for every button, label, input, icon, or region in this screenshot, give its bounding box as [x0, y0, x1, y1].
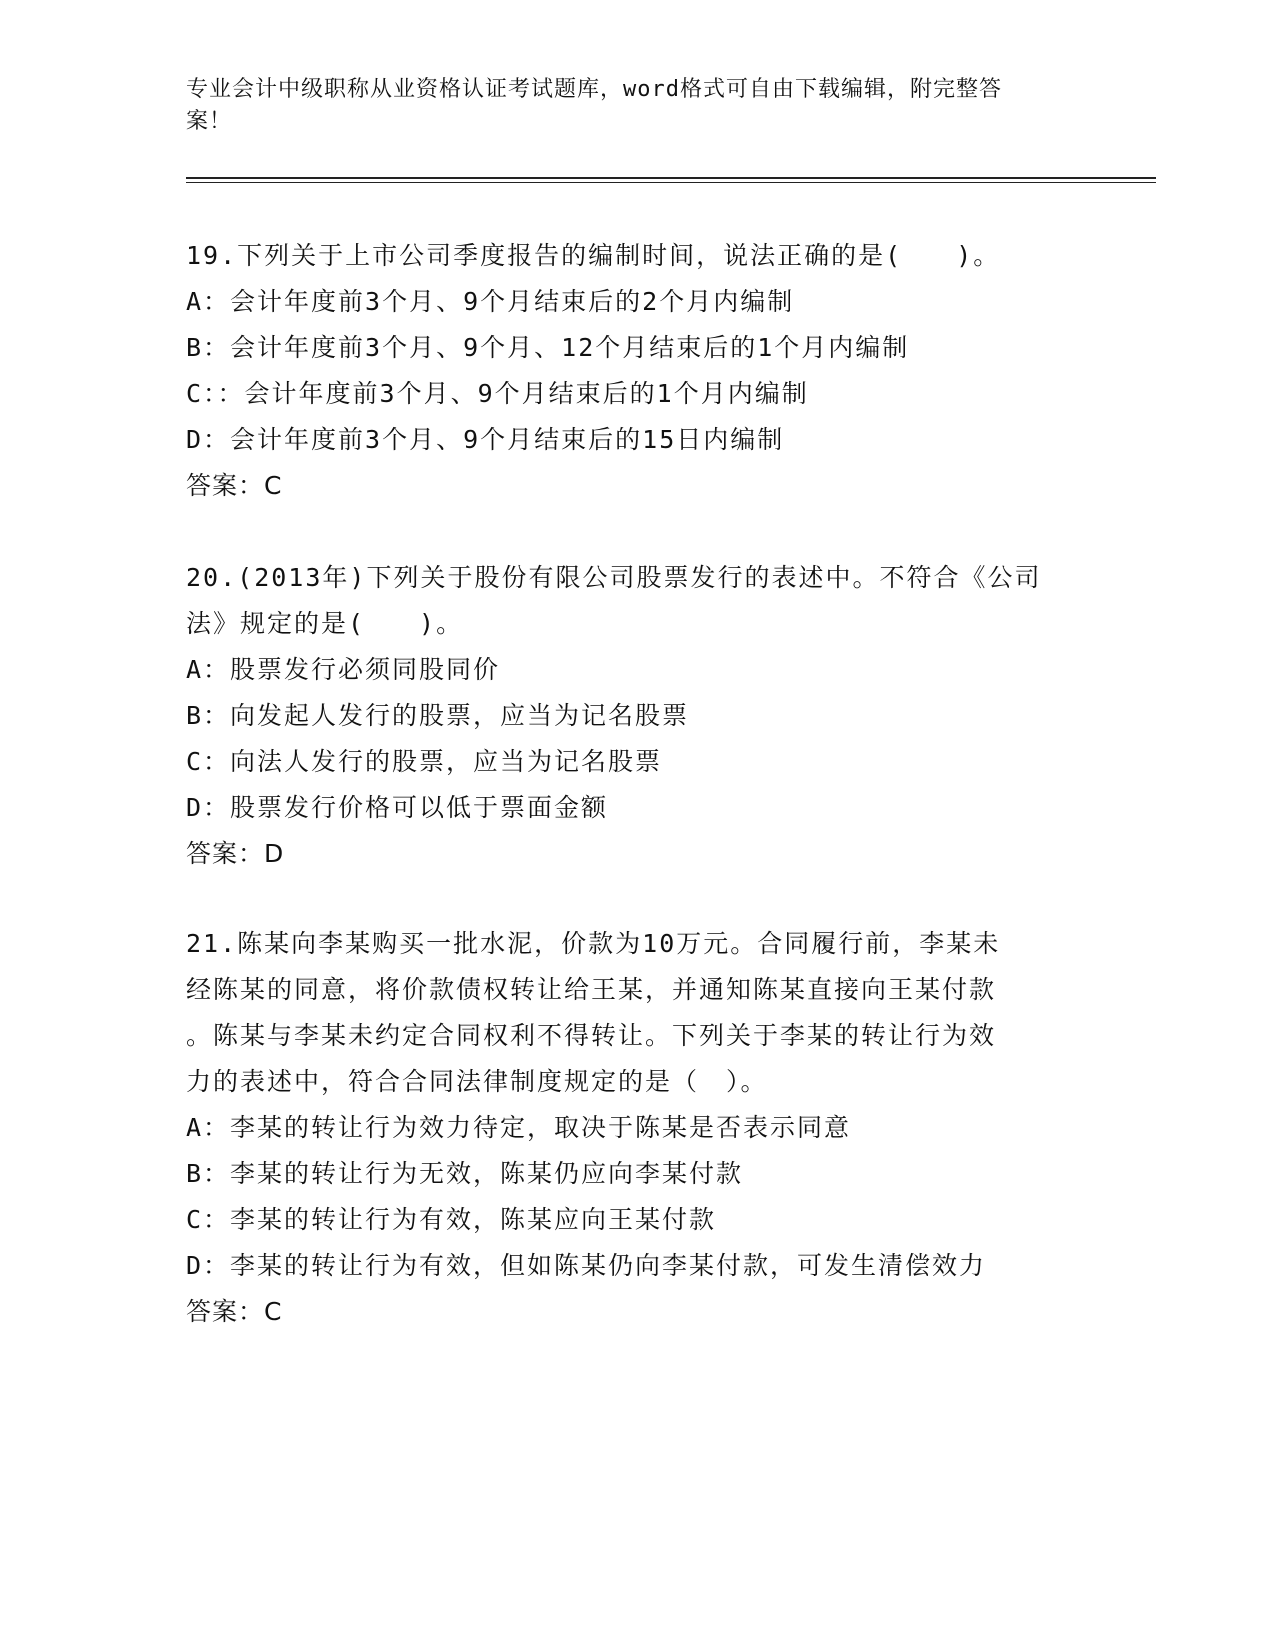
option-b: B：会计年度前3个月、9个月、12个月结束后的1个月内编制 [186, 333, 910, 362]
header-intro-line-2: 案！ [186, 109, 233, 134]
question-stem: 21.陈某向李某购买一批水泥，价款为10万元。合同履行前，李某未 [186, 929, 1001, 958]
answer-line: 答案：C [186, 471, 283, 500]
option-c: C：李某的转让行为有效，陈某应向王某付款 [186, 1205, 717, 1234]
option-b: B：向发起人发行的股票，应当为记名股票 [186, 701, 690, 730]
answer-line: 答案：D [186, 839, 285, 868]
option-c: C：：会计年度前3个月、9个月结束后的1个月内编制 [186, 379, 809, 408]
option-a: A：股票发行必须同股同价 [186, 655, 501, 684]
question-stem: 20.(2013年)下列关于股份有限公司股票发行的表述中。不符合《公司 [186, 563, 1042, 592]
question-stem: 。陈某与李某未约定合同权利不得转让。下列关于李某的转让行为效 [186, 1021, 997, 1050]
question-19 [186, 233, 1086, 509]
option-d: D：会计年度前3个月、9个月结束后的15日内编制 [186, 425, 785, 454]
question-stem: 法》规定的是( )。 [186, 609, 464, 638]
question-stem: 19.下列关于上市公司季度报告的编制时间，说法正确的是( )。 [186, 241, 1001, 270]
header-divider-thick [186, 177, 1156, 179]
answer-line: 答案：C [186, 1297, 283, 1326]
option-a: A：李某的转让行为效力待定，取决于陈某是否表示同意 [186, 1113, 852, 1142]
option-d: D：股票发行价格可以低于票面金额 [186, 793, 609, 822]
document-header [186, 74, 1066, 138]
question-stem: 经陈某的同意，将价款债权转让给王某，并通知陈某直接向王某付款 [186, 975, 997, 1004]
option-c: C：向法人发行的股票，应当为记名股票 [186, 747, 663, 776]
option-b: B：李某的转让行为无效，陈某仍应向李某付款 [186, 1159, 744, 1188]
question-21 [186, 921, 1086, 1335]
question-stem: 力的表述中，符合合同法律制度规定的是（ ）。 [186, 1067, 768, 1096]
question-20 [186, 555, 1086, 877]
option-a: A：会计年度前3个月、9个月结束后的2个月内编制 [186, 287, 795, 316]
option-d: D：李某的转让行为有效，但如陈某仍向李某付款，可发生清偿效力 [186, 1251, 987, 1280]
header-divider-thin [186, 182, 1156, 183]
header-intro-line-1: 专业会计中级职称从业资格认证考试题库，word格式可自由下载编辑，附完整答 [186, 77, 1002, 102]
